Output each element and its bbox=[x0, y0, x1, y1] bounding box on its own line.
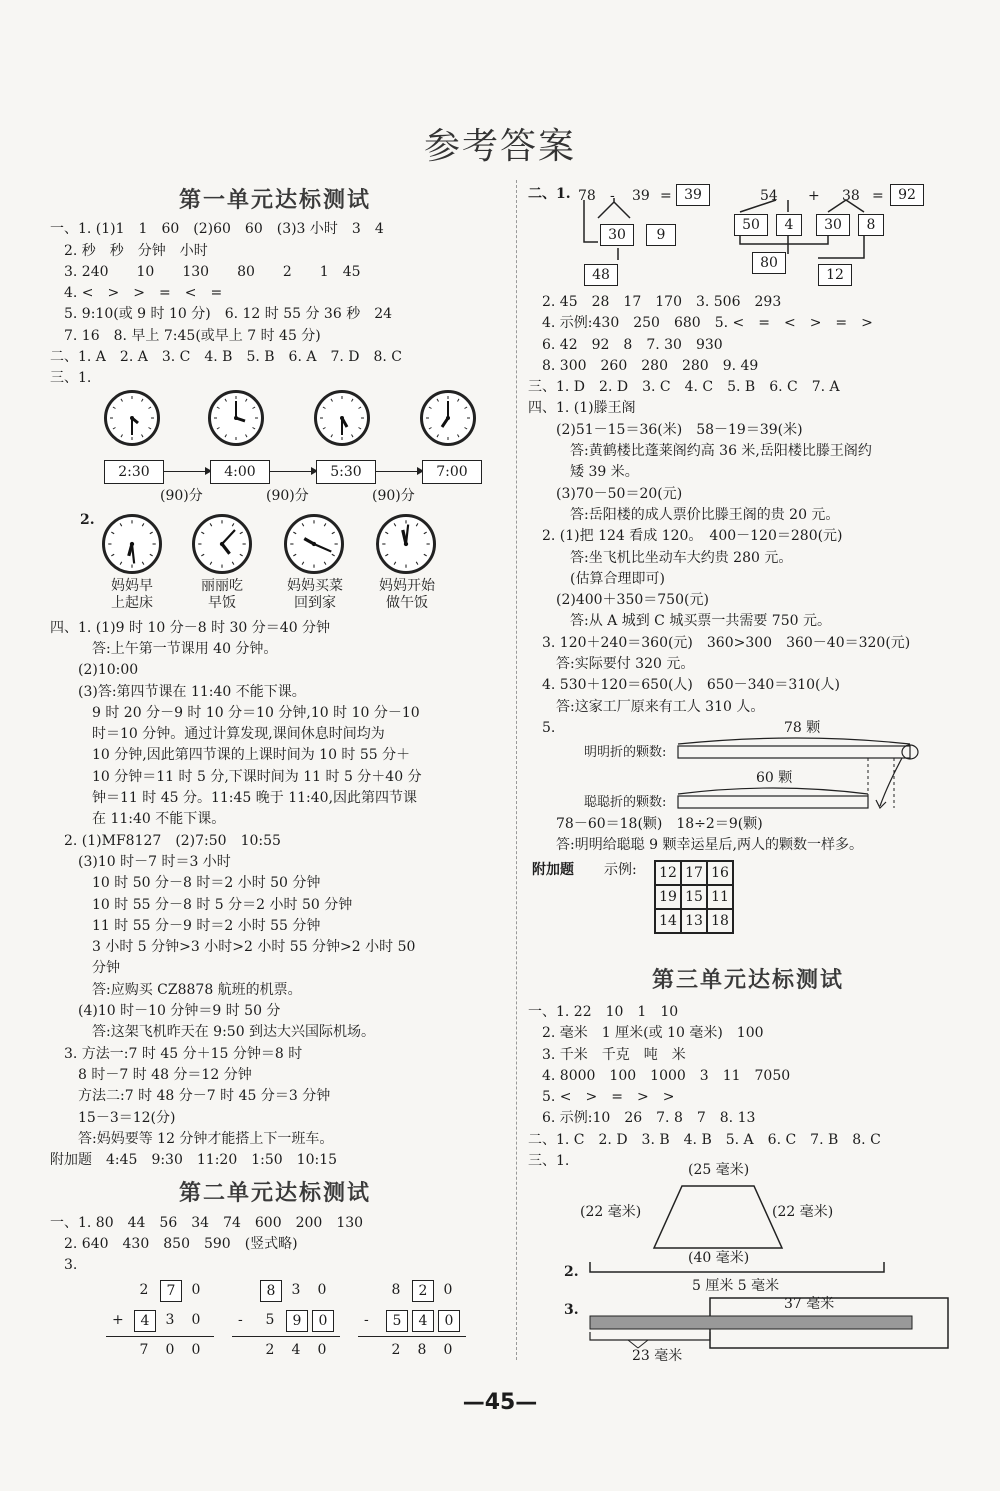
calc-digit: 0 bbox=[165, 1342, 175, 1358]
magic-square-cell: 12 bbox=[655, 861, 681, 885]
time-box: 4:00 bbox=[210, 460, 270, 484]
eq1-b: 39 bbox=[632, 188, 650, 204]
segment-label: 5 厘米 5 毫米 bbox=[692, 1278, 780, 1294]
answer-line: 5. bbox=[528, 719, 556, 736]
calc-digit: 9 bbox=[286, 1310, 308, 1332]
unit1-title: 第一单元达标测试 bbox=[178, 187, 371, 213]
unit3-title: 第三单元达标测试 bbox=[651, 967, 844, 993]
answer-line: (估算合理即可) bbox=[528, 570, 665, 587]
magic-square-cell: 15 bbox=[681, 885, 707, 909]
answer-line: 2. 秒 秒 分钟 小时 bbox=[50, 242, 208, 259]
bar-total-label: 78 颗 bbox=[784, 720, 821, 736]
arrow-right-icon bbox=[164, 471, 210, 472]
arrow-right-icon bbox=[376, 471, 422, 472]
answer-line: 答:坐飞机比坐动车大约贵 280 元。 bbox=[528, 549, 793, 566]
calc-digit: 2 bbox=[391, 1342, 401, 1358]
eq1-split-a: 30 bbox=[600, 224, 634, 246]
unit2-answers bbox=[50, 1213, 500, 1277]
answer-line: (2)51－15＝36(米) 58－19＝39(米) bbox=[528, 421, 803, 438]
answer-line: 4. 示例:430 250 680 5. < = < > = > bbox=[528, 315, 873, 332]
magic-square-cell: 19 bbox=[655, 885, 681, 909]
answer-line: 3. bbox=[50, 1257, 78, 1274]
answer-line: 附加题 4:45 9:30 11:20 1:50 10:15 bbox=[50, 1152, 338, 1169]
eq2-partial-a: 80 bbox=[752, 252, 786, 274]
answer-line: 答:应购买 CZ8878 航班的机票。 bbox=[50, 981, 302, 998]
eq1-partial: 48 bbox=[584, 264, 618, 286]
answer-line: 答:这家工厂原来有工人 310 人。 bbox=[528, 698, 765, 715]
answer-line: (2)400＋350＝750(元) bbox=[528, 592, 709, 609]
clock-icon bbox=[104, 390, 160, 446]
calc-digit: 3 bbox=[165, 1312, 175, 1328]
eq1-op: - bbox=[610, 188, 615, 204]
answer-line: 答:黄鹤楼比蓬莱阁约高 36 米,岳阳楼比滕王阁约 bbox=[528, 443, 872, 460]
calc-digit: 4 bbox=[291, 1342, 301, 1358]
clock-icon bbox=[376, 514, 436, 574]
answer-line: 答:实际要付 320 元。 bbox=[528, 656, 695, 673]
gap-label: (90)分 bbox=[372, 487, 415, 504]
answer-line: 4. 8000 100 1000 3 11 7050 bbox=[528, 1067, 791, 1084]
answer-line: 10 分钟＝11 时 5 分,下课时间为 11 时 5 分＋40 分 bbox=[50, 768, 422, 785]
clock-icon bbox=[420, 390, 476, 446]
unit2-right-answers-cont bbox=[528, 814, 968, 857]
magic-square bbox=[654, 860, 734, 934]
answer-line: 2. 45 28 17 170 3. 506 293 bbox=[528, 294, 782, 310]
answer-line: 答:上午第一节课用 40 分钟。 bbox=[50, 640, 278, 657]
answer-line: 钟＝11 时 45 分。11:45 晚于 11:40,因此第四节课 bbox=[50, 790, 418, 807]
page-title: 参考答案 bbox=[423, 126, 576, 167]
calc-digit: 8 bbox=[417, 1342, 427, 1358]
time-box: 7:00 bbox=[422, 460, 482, 484]
eq1-result: 39 bbox=[676, 184, 710, 206]
trap-bottom-label: (40 毫米) bbox=[688, 1250, 750, 1266]
overlap-top-label: 37 毫米 bbox=[784, 1296, 835, 1312]
answer-line: 答:明明给聪聪 9 颗幸运星后,两人的颗数一样多。 bbox=[528, 837, 863, 854]
extra-label: 附加题 bbox=[532, 862, 574, 878]
eq2-b: 38 bbox=[842, 188, 860, 204]
answer-line: 时＝10 分钟。通过计算发现,课间休息时间均为 bbox=[50, 726, 385, 743]
clock-icon bbox=[284, 514, 344, 574]
answer-line: 矮 39 米。 bbox=[528, 464, 639, 481]
decomposition-diagrams bbox=[528, 178, 968, 290]
overlap-bars bbox=[528, 1296, 968, 1376]
answer-line: 二、1. C 2. D 3. B 4. B 5. A 6. C 7. B 8. C bbox=[528, 1131, 881, 1148]
answer-line: 78－60＝18(颗) 18÷2＝9(颗) bbox=[528, 816, 763, 832]
answer-line: 二、1. A 2. A 3. C 4. B 5. B 6. A 7. D 8. C bbox=[50, 349, 403, 366]
question-label: 2. bbox=[80, 511, 95, 528]
answer-line: 四、1. (1)滕王阁 bbox=[528, 400, 636, 417]
overlap-bottom-label: 23 毫米 bbox=[632, 1348, 683, 1364]
eq2-split-a: 50 bbox=[734, 214, 768, 236]
clock-row-1 bbox=[50, 390, 500, 506]
calc-rule bbox=[232, 1336, 340, 1337]
eq2-result: 92 bbox=[890, 184, 924, 206]
gap-label: (90)分 bbox=[160, 487, 203, 504]
calc-digit: 4 bbox=[134, 1310, 156, 1332]
clock-icon bbox=[102, 514, 162, 574]
arrow-right-icon bbox=[270, 471, 316, 472]
answer-line: 3 小时 5 分钟>3 小时>2 小时 55 分钟>2 小时 50 bbox=[50, 939, 416, 956]
clock-row-2 bbox=[50, 506, 500, 618]
answer-line: 8 时－7 时 48 分＝12 分钟 bbox=[50, 1066, 252, 1083]
answer-line: 10 时 55 分－8 时 5 分＝2 小时 50 分钟 bbox=[50, 896, 353, 913]
answer-line: 分钟 bbox=[50, 960, 120, 977]
eq2-partial-b: 12 bbox=[818, 264, 852, 286]
magic-square-cell: 18 bbox=[707, 909, 733, 933]
calc-digit: 0 bbox=[317, 1282, 327, 1298]
clock-caption: 妈妈开始 做午饭 bbox=[379, 577, 435, 611]
calc-digit: 0 bbox=[191, 1312, 201, 1328]
eq2-op: + bbox=[808, 188, 820, 204]
calc-operator: + bbox=[112, 1312, 124, 1328]
unit3-answers bbox=[528, 1002, 968, 1172]
answer-line: (2)10:00 bbox=[50, 662, 139, 679]
clock-icon bbox=[192, 514, 252, 574]
calc-digit: 0 bbox=[191, 1342, 201, 1358]
calc-digit: 2 bbox=[412, 1280, 434, 1302]
trapezoid-figure bbox=[568, 1162, 868, 1272]
unit1-answers-cont bbox=[50, 618, 500, 1172]
calc-digit: 8 bbox=[260, 1280, 282, 1302]
calc-operator: - bbox=[238, 1312, 243, 1328]
eq2-split-b: 4 bbox=[776, 214, 802, 236]
clock-caption: 妈妈买菜 回到家 bbox=[287, 577, 343, 611]
eq2-eq: = bbox=[872, 188, 884, 204]
page-number: —45— bbox=[462, 1390, 538, 1415]
answer-line: 2. 640 430 850 590 (竖式略) bbox=[50, 1235, 298, 1252]
answer-line: 三、1. bbox=[528, 1153, 570, 1170]
answer-line: 方法二:7 时 48 分－7 时 45 分＝3 分钟 bbox=[50, 1088, 331, 1105]
answer-line: 15－3＝12(分) bbox=[50, 1109, 176, 1126]
bar-mid-label: 60 颗 bbox=[756, 770, 793, 786]
answer-line: (3)70－50＝20(元) bbox=[528, 485, 683, 502]
answer-line: 5. 9:10(或 9 时 10 分) 6. 12 时 55 分 36 秒 24 bbox=[50, 306, 393, 323]
unit2-title: 第二单元达标测试 bbox=[178, 1180, 371, 1207]
question-label: 3. bbox=[564, 1302, 579, 1318]
answer-line: 9 时 20 分－9 时 10 分＝10 分钟,10 时 10 分－10 bbox=[50, 704, 420, 721]
answer-line: 答:这架飞机昨天在 9:50 到达大兴国际机场。 bbox=[50, 1024, 376, 1041]
calc-digit: 5 bbox=[386, 1310, 408, 1332]
magic-square-cell: 13 bbox=[681, 909, 707, 933]
question-label: 二、1. bbox=[528, 186, 571, 202]
answer-line: 2. 毫米 1 厘米(或 10 毫米) 100 bbox=[528, 1025, 764, 1042]
vertical-calc bbox=[232, 1280, 342, 1360]
eq2-split-d: 8 bbox=[858, 214, 884, 236]
calc-digit: 3 bbox=[291, 1282, 301, 1298]
answer-line: 10 分钟,因此第四节课的上课时间为 10 时 55 分＋ bbox=[50, 747, 411, 764]
magic-square-cell: 14 bbox=[655, 909, 681, 933]
answer-line: (4)10 时－10 分钟＝9 时 50 分 bbox=[50, 1003, 281, 1020]
answer-line: (3)答:第四节课在 11:40 不能下课。 bbox=[50, 683, 306, 700]
answer-line: 三、1. D 2. D 3. C 4. C 5. B 6. C 7. A bbox=[528, 379, 840, 396]
time-box: 2:30 bbox=[104, 460, 164, 484]
bar-ming-label: 明明折的颗数: bbox=[584, 745, 667, 760]
bar-diagram bbox=[528, 720, 968, 812]
answer-line: 2. (1)MF8127 (2)7:50 10:55 bbox=[50, 832, 281, 849]
calc-digit: 0 bbox=[443, 1342, 453, 1358]
answer-line: 8. 300 260 280 280 9. 49 bbox=[528, 357, 759, 374]
answer-line: 一、1. 22 10 1 10 bbox=[528, 1004, 679, 1020]
eq1-eq: = bbox=[660, 188, 672, 204]
answer-line: 四、1. (1)9 时 10 分－8 时 30 分＝40 分钟 bbox=[50, 619, 331, 636]
extra-question bbox=[528, 860, 968, 938]
calc-digit: 0 bbox=[443, 1282, 453, 1298]
unit2-right-answers bbox=[528, 292, 968, 739]
answer-line: 答:从 A 城到 C 城买票一共需要 750 元。 bbox=[528, 613, 831, 630]
calc-rule bbox=[358, 1336, 466, 1337]
answer-line: 答:岳阳楼的成人票价比滕王阁的贵 20 元。 bbox=[528, 506, 840, 523]
vertical-calcs bbox=[106, 1280, 506, 1370]
answer-line: 6. 示例:10 26 7. 8 7 8. 13 bbox=[528, 1110, 756, 1127]
eq2-split-c: 30 bbox=[816, 214, 850, 236]
clock-icon bbox=[314, 390, 370, 446]
answer-line: 三、1. bbox=[50, 370, 92, 387]
magic-square-cell: 11 bbox=[707, 885, 733, 909]
calc-digit: 5 bbox=[265, 1312, 275, 1328]
extra-example: 示例: bbox=[604, 862, 637, 878]
column-divider bbox=[516, 180, 517, 1360]
answer-line: 一、1. 80 44 56 34 74 600 200 130 bbox=[50, 1214, 364, 1231]
calc-digit: 0 bbox=[312, 1310, 334, 1332]
calc-digit: 2 bbox=[265, 1342, 275, 1358]
answer-line: 5. < > = > > bbox=[528, 1089, 675, 1106]
answer-line: 3. 240 10 130 80 2 1 45 bbox=[50, 263, 361, 280]
clock-icon bbox=[208, 390, 264, 446]
answer-line: 7. 16 8. 早上 7:45(或早上 7 时 45 分) bbox=[50, 327, 321, 344]
answer-line: 3. 方法一:7 时 45 分＋15 分钟＝8 时 bbox=[50, 1045, 303, 1062]
bar-cong-label: 聪聪折的颗数: bbox=[584, 795, 667, 810]
answer-line: 3. 120＋240＝360(元) 360>300 360－40＝320(元) bbox=[528, 634, 911, 651]
vertical-calc bbox=[358, 1280, 468, 1360]
answer-line: 答:妈妈要等 12 分钟才能搭上下一班车。 bbox=[50, 1130, 334, 1147]
calc-digit: 8 bbox=[391, 1282, 401, 1298]
answer-line: 4. < > > = < = bbox=[50, 285, 223, 302]
trap-left-label: (22 毫米) bbox=[580, 1204, 642, 1220]
calc-operator: - bbox=[364, 1312, 369, 1328]
trap-top-label: (25 毫米) bbox=[688, 1162, 750, 1178]
magic-square-cell: 16 bbox=[707, 861, 733, 885]
calc-digit: 0 bbox=[191, 1282, 201, 1298]
overlap-figure bbox=[528, 1296, 968, 1376]
vertical-calc bbox=[106, 1280, 216, 1360]
answer-line: 4. 530＋120＝650(人) 650－340＝310(人) bbox=[528, 677, 840, 694]
answer-line: 在 11:40 不能下课。 bbox=[50, 811, 226, 828]
eq1-split-b: 9 bbox=[646, 224, 676, 246]
clock-caption: 丽丽吃 早饭 bbox=[201, 577, 243, 611]
calc-digit: 4 bbox=[412, 1310, 434, 1332]
left-column bbox=[50, 187, 500, 1358]
answer-line: 3. 千米 千克 吨 米 bbox=[528, 1046, 686, 1063]
question-label: 2. bbox=[564, 1264, 579, 1280]
calc-digit: 0 bbox=[438, 1310, 460, 1332]
calc-digit: 7 bbox=[160, 1280, 182, 1302]
eq1-a: 78 bbox=[578, 188, 596, 204]
answer-line: 一、1. (1)1 1 60 (2)60 60 (3)3 小时 3 4 bbox=[50, 221, 384, 238]
gap-label: (90)分 bbox=[266, 487, 309, 504]
unit1-answers bbox=[50, 219, 500, 389]
clock-caption: 妈妈早 上起床 bbox=[111, 577, 153, 611]
answer-line: 11 时 55 分－9 时＝2 小时 55 分钟 bbox=[50, 917, 321, 934]
answer-line: 2. (1)把 124 看成 120。 400－120＝280(元) bbox=[528, 528, 843, 545]
answer-line: 10 时 50 分－8 时＝2 小时 50 分钟 bbox=[50, 875, 321, 892]
calc-digit: 2 bbox=[139, 1282, 149, 1298]
time-box: 5:30 bbox=[316, 460, 376, 484]
magic-square-cell: 17 bbox=[681, 861, 707, 885]
calc-digit: 0 bbox=[317, 1342, 327, 1358]
answer-line: 6. 42 92 8 7. 30 930 bbox=[528, 336, 723, 353]
eq2-a: 54 bbox=[760, 188, 778, 204]
answer-line: (3)10 时－7 时＝3 小时 bbox=[50, 853, 231, 870]
trap-right-label: (22 毫米) bbox=[772, 1204, 834, 1220]
calc-digit: 7 bbox=[139, 1342, 149, 1358]
calc-rule bbox=[106, 1336, 214, 1337]
